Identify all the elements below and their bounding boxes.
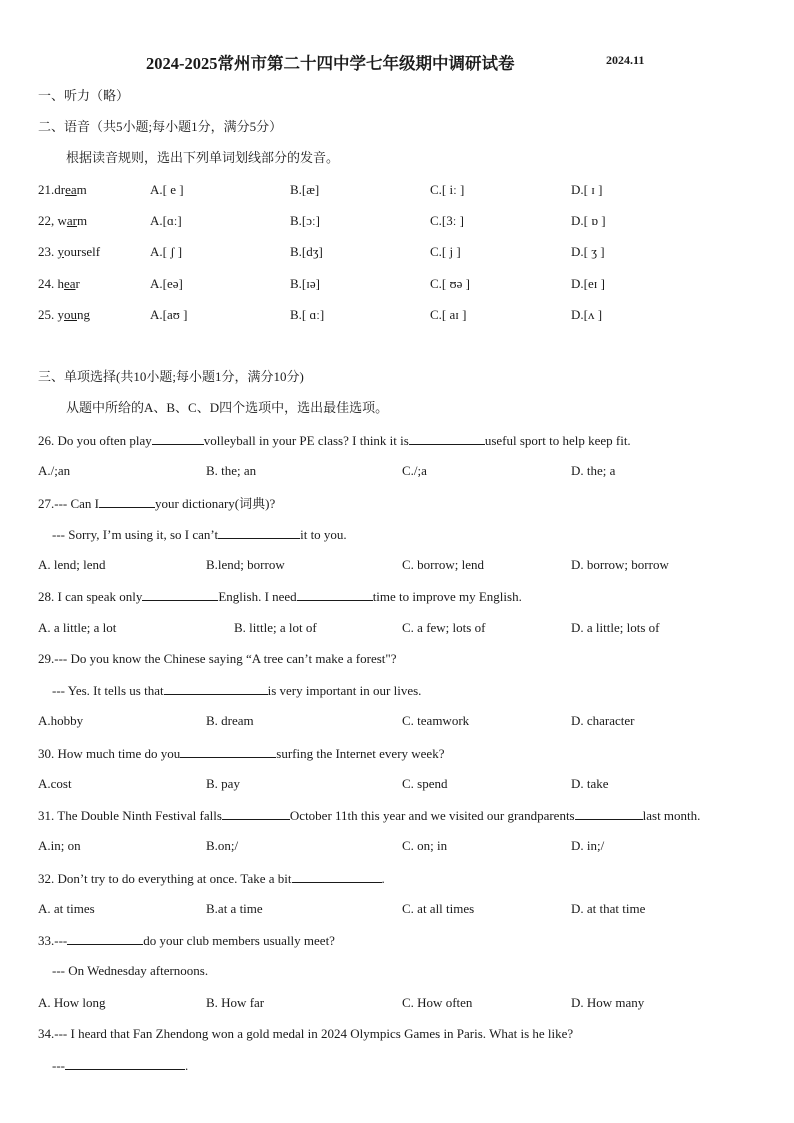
option-d: D. a little; lots of xyxy=(571,620,660,635)
option-c: C. spend xyxy=(402,776,448,791)
option-a: A. lend; lend xyxy=(38,557,106,572)
underlined-letters: ar xyxy=(66,213,77,228)
option-b: B.lend; borrow xyxy=(206,557,285,572)
option-c: C. at all times xyxy=(402,901,475,916)
answer-blank xyxy=(409,432,485,445)
option-c: C.[ j ] xyxy=(430,244,461,259)
option-b: B.[dʒ] xyxy=(290,244,323,259)
option-a: A. at times xyxy=(38,901,95,916)
answer-blank xyxy=(222,807,290,820)
answer-blank xyxy=(292,870,382,883)
option-d: D. character xyxy=(571,713,635,728)
option-a: A.in; on xyxy=(38,838,81,853)
question-33: 33.--- do your club members usually meet? xyxy=(38,933,335,948)
option-b: B. the; an xyxy=(206,463,257,478)
question-29: 29.--- Do you know the Chinese saying “A tree can’t make a forest"? xyxy=(38,651,397,666)
section3-instruction: 从题中所给的A、B、C、D四个选项中，选出最佳选项。 xyxy=(66,400,389,415)
option-d: D. borrow; borrow xyxy=(571,557,669,572)
option-d: D. take xyxy=(571,776,609,791)
option-a: A. a little; a lot xyxy=(38,620,117,635)
option-d: D. How many xyxy=(571,995,645,1010)
option-b: B. little; a lot of xyxy=(234,620,317,635)
option-b: B.[ɪə] xyxy=(290,276,320,291)
question-26: 26. Do you often play volleyball in your PE class? I think it is useful sport to help keep fit. xyxy=(38,433,631,448)
question-word: 22, warm xyxy=(38,213,88,228)
option-a: A.[eə] xyxy=(150,276,183,291)
option-d: D.[ʌ ] xyxy=(571,307,603,322)
option-a: A. How long xyxy=(38,995,106,1010)
section1-heading: 一、听力（略） xyxy=(38,88,130,103)
option-a: A.[ e ] xyxy=(150,182,184,197)
question-30: 30. How much time do you surfing the Internet every week? xyxy=(38,746,445,761)
option-c: C. teamwork xyxy=(402,713,470,728)
underlined-letters: ea xyxy=(65,182,77,197)
option-b: B.[ ɑː] xyxy=(290,307,325,322)
answer-blank xyxy=(180,745,276,758)
option-c: C. How often xyxy=(402,995,473,1010)
option-c: C. a few; lots of xyxy=(402,620,486,635)
page-title: 2024-2025常州市第二十四中学七年级期中调研试卷 xyxy=(146,54,515,73)
section2-heading: 二、语音（共5小题;每小题1分，满分5分） xyxy=(38,119,283,134)
option-d: D.[eɪ ] xyxy=(571,276,605,291)
answer-blank xyxy=(67,932,143,945)
option-c: C.[ aɪ ] xyxy=(430,307,467,322)
option-d: D. at that time xyxy=(571,901,646,916)
option-a: A.hobby xyxy=(38,713,84,728)
option-a: A./;an xyxy=(38,463,71,478)
answer-blank xyxy=(218,526,300,539)
option-b: B. pay xyxy=(206,776,240,791)
option-b: B.at a time xyxy=(206,901,263,916)
question-word: 25. young xyxy=(38,307,90,322)
question-33-reply: --- On Wednesday afternoons. xyxy=(52,963,209,978)
option-c: C.[ iː ] xyxy=(430,182,465,197)
section3-heading: 三、单项选择(共10小题;每小题1分，满分10分) xyxy=(38,369,304,384)
option-b: B.[ɔː] xyxy=(290,213,320,228)
option-d: D.[ ʒ ] xyxy=(571,244,605,259)
question-34: 34.--- I heard that Fan Zhendong won a gold medal in 2024 Olympics Games in Paris. What is he like? xyxy=(38,1026,574,1041)
question-27-reply: --- Sorry, I’m using it, so I can’t it to you. xyxy=(52,527,347,542)
option-c: C.[3ː ] xyxy=(430,213,464,228)
answer-blank xyxy=(575,807,643,820)
option-c: C. on; in xyxy=(402,838,448,853)
underlined-letters: ou xyxy=(64,307,77,322)
answer-blank xyxy=(99,495,155,508)
question-27: 27.--- Can I your dictionary(词典)? xyxy=(38,496,276,511)
question-31: 31. The Double Ninth Festival falls October 11th this year and we visited our grandparents last month. xyxy=(38,808,701,823)
answer-blank xyxy=(164,682,268,695)
option-b: B. dream xyxy=(206,713,254,728)
answer-blank xyxy=(65,1057,185,1070)
option-d: D.[ ɒ ] xyxy=(571,213,606,228)
option-c: C./;a xyxy=(402,463,427,478)
question-word: 23. yourself xyxy=(38,244,101,259)
option-b: B.[æ] xyxy=(290,182,320,197)
option-a: A.cost xyxy=(38,776,72,791)
answer-blank xyxy=(297,588,373,601)
answer-blank xyxy=(152,432,204,445)
question-32: 32. Don’t try to do everything at once. Take a bit . xyxy=(38,871,385,886)
question-34-reply: --- . xyxy=(52,1058,189,1073)
option-d: D. in;/ xyxy=(571,838,605,853)
question-28: 28. I can speak only English. I need time to improve my English. xyxy=(38,589,522,604)
option-b: B. How far xyxy=(206,995,265,1010)
answer-blank xyxy=(142,588,218,601)
option-a: A.[ ʃ ] xyxy=(150,244,183,259)
option-b: B.on;/ xyxy=(206,838,239,853)
option-a: A.[ɑː] xyxy=(150,213,182,228)
option-c: C.[ ʊə ] xyxy=(430,276,470,291)
question-29-reply: --- Yes. It tells us that is very important in our lives. xyxy=(52,683,422,698)
underlined-letters: ea xyxy=(64,276,76,291)
option-d: D.[ ɪ ] xyxy=(571,182,603,197)
question-word: 24. hear xyxy=(38,276,80,291)
section2-instruction: 根据读音规则，选出下列单词划线部分的发音。 xyxy=(66,150,340,165)
header xyxy=(0,50,794,72)
option-c: C. borrow; lend xyxy=(402,557,484,572)
option-d: D. the; a xyxy=(571,463,616,478)
question-word: 21.dream xyxy=(38,182,87,197)
exam-date: 2024.11 xyxy=(606,53,645,67)
option-a: A.[aʊ ] xyxy=(150,307,188,322)
underlined-letters: y xyxy=(57,244,64,259)
